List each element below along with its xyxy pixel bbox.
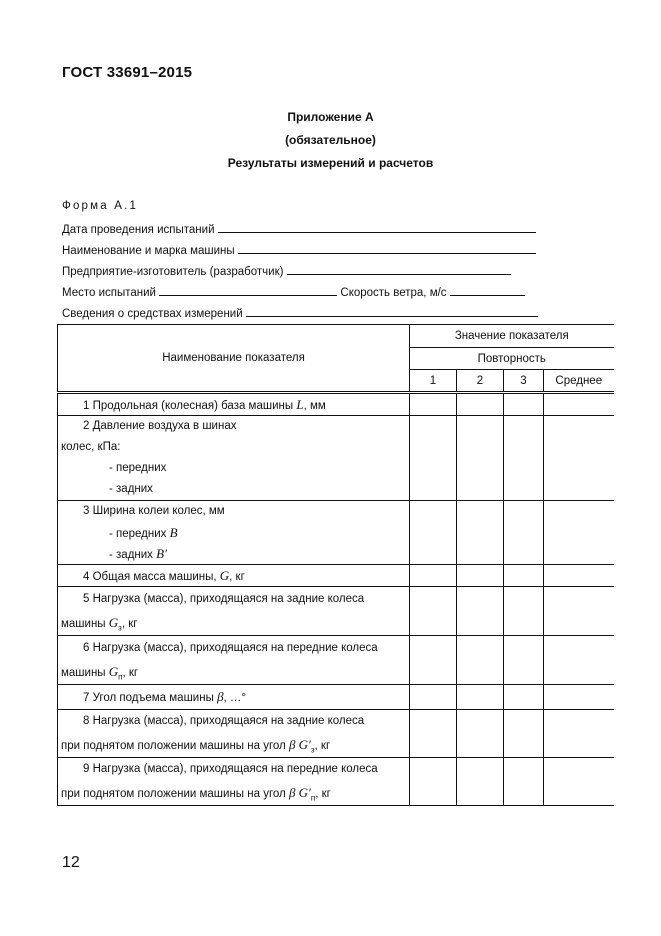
row-name: 4 Общая масса машины, G, кг: [58, 565, 410, 587]
value-cell[interactable]: [410, 565, 457, 587]
value-cell[interactable]: [544, 393, 614, 416]
table-row: [58, 587, 614, 636]
table-row: [58, 636, 614, 685]
table-row: [58, 758, 614, 806]
value-cell[interactable]: [410, 416, 457, 501]
blank-line: [218, 221, 536, 233]
value-cell[interactable]: [544, 416, 614, 501]
value-cell[interactable]: [457, 393, 504, 416]
row-name: 8 Нагрузка (масса), приходящаяся на задние колеса при поднятом положении машины на угол β $G'_з$, кг: [58, 710, 410, 758]
form-label: Форма А.1: [62, 200, 139, 212]
value-cell[interactable]: [410, 685, 457, 710]
blank-line: [238, 242, 536, 254]
table-row: [58, 710, 614, 758]
value-cell[interactable]: [504, 393, 544, 416]
value-cell[interactable]: [457, 416, 504, 501]
value-cell[interactable]: [410, 636, 457, 685]
header-indicator-name: Наименование показателя: [58, 325, 410, 393]
value-cell[interactable]: [457, 501, 504, 565]
row-name: 9 Нагрузка (масса), приходящаяся на передние колеса при поднятом положении машины на угол β $G'_п$, кг: [58, 758, 410, 806]
value-cell[interactable]: [544, 685, 614, 710]
appendix-subtitle: Результаты измерений и расчетов: [227, 156, 434, 170]
header-col-3: 3: [504, 370, 544, 393]
header-col-1: 1: [410, 370, 457, 393]
standard-number: ГОСТ 33691–2015: [62, 64, 193, 81]
value-cell[interactable]: [544, 758, 614, 806]
value-cell[interactable]: [544, 565, 614, 587]
row-name: 5 Нагрузка (масса), приходящаяся на задние колеса машины $G_з$, кг: [58, 587, 410, 636]
field-label: Место испытаний: [62, 287, 156, 299]
blank-line: [287, 263, 511, 275]
field-machine-name: [62, 242, 536, 257]
value-cell[interactable]: [410, 587, 457, 636]
header-col-average: Среднее: [544, 370, 614, 393]
value-cell[interactable]: [504, 636, 544, 685]
value-cell[interactable]: [544, 636, 614, 685]
page-number: 12: [62, 854, 80, 871]
field-test-date: [62, 221, 536, 236]
value-cell[interactable]: [504, 758, 544, 806]
field-label: Дата проведения испытаний: [62, 224, 215, 236]
value-cell[interactable]: [410, 501, 457, 565]
value-cell[interactable]: [504, 685, 544, 710]
appendix-title: Приложение А: [287, 110, 374, 124]
value-cell[interactable]: [457, 685, 504, 710]
blank-line: [159, 284, 337, 296]
value-cell[interactable]: [410, 393, 457, 416]
value-cell[interactable]: [457, 710, 504, 758]
blank-line: [246, 305, 538, 317]
value-cell[interactable]: [457, 587, 504, 636]
row-name: 6 Нагрузка (масса), приходящаяся на передние колеса машины $G_п$, кг: [58, 636, 410, 685]
table-row: [58, 565, 614, 587]
appendix-status: (обязательное): [285, 133, 376, 147]
measurements-table: [57, 324, 614, 806]
value-cell[interactable]: [504, 587, 544, 636]
table-row: [58, 501, 614, 565]
field-label: Скорость ветра, м/с: [340, 287, 447, 299]
field-test-place: [62, 284, 525, 299]
header-value: Значение показателя: [410, 325, 614, 348]
field-manufacturer: [62, 263, 511, 278]
row-name: 2 Давление воздуха в шинах колес, кПа: - передних - задних: [58, 416, 410, 501]
value-cell[interactable]: [504, 416, 544, 501]
value-cell[interactable]: [504, 710, 544, 758]
value-cell[interactable]: [457, 758, 504, 806]
field-label: Сведения о средствах измерений: [62, 308, 243, 320]
value-cell[interactable]: [544, 587, 614, 636]
header-repeat: Повторность: [410, 348, 614, 370]
value-cell[interactable]: [457, 565, 504, 587]
row-name: 1 Продольная (колесная) база машины L, мм: [58, 393, 410, 416]
value-cell[interactable]: [544, 501, 614, 565]
header-col-2: 2: [457, 370, 504, 393]
table-row: [58, 416, 614, 501]
field-instruments: [62, 305, 538, 320]
row-name: 7 Угол подъема машины β, …°: [58, 685, 410, 710]
value-cell[interactable]: [504, 501, 544, 565]
value-cell[interactable]: [410, 758, 457, 806]
blank-line: [450, 284, 525, 296]
row-name: 3 Ширина колеи колес, мм - передних B - задних B′: [58, 501, 410, 565]
value-cell[interactable]: [410, 710, 457, 758]
field-label: Наименование и марка машины: [62, 245, 235, 257]
table-row: [58, 685, 614, 710]
table-row: [58, 393, 614, 416]
value-cell[interactable]: [457, 636, 504, 685]
value-cell[interactable]: [504, 565, 544, 587]
value-cell[interactable]: [544, 710, 614, 758]
field-label: Предприятие-изготовитель (разработчик): [62, 266, 284, 278]
